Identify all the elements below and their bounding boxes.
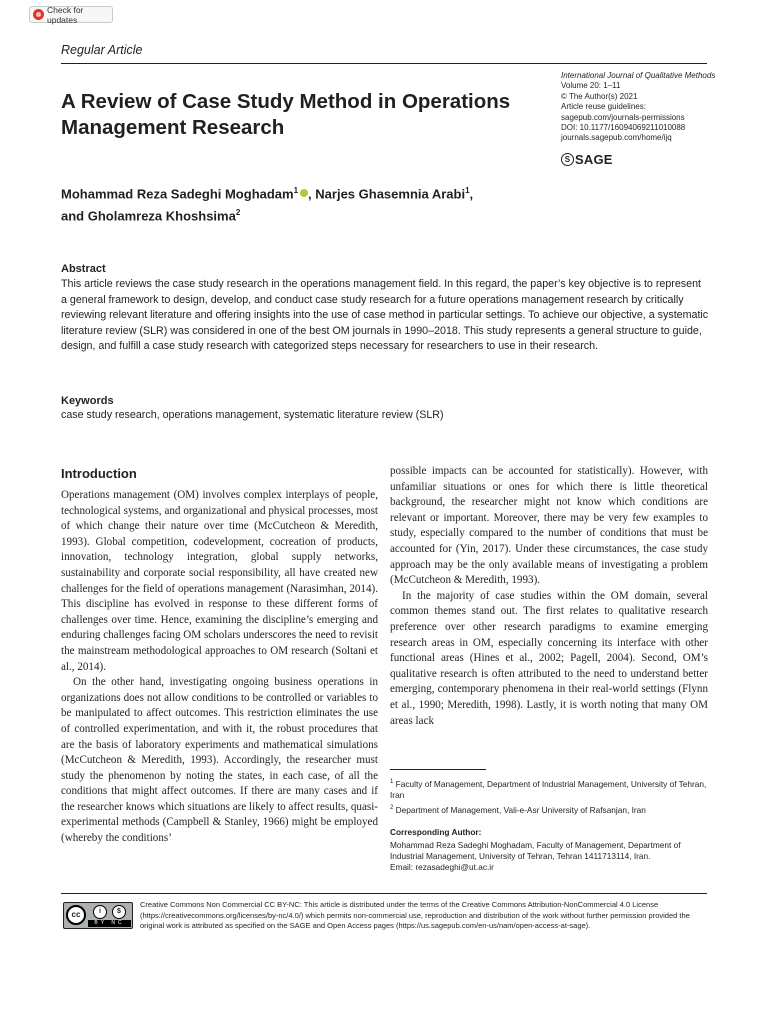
paper-title: A Review of Case Study Method in Operations Management Research [61, 90, 511, 139]
reuse-guidelines-link[interactable]: sagepub.com/journals-permissions [561, 112, 685, 122]
noncommercial-icon: $ [112, 905, 126, 919]
attribution-icon: i [93, 905, 107, 919]
affiliation-marker: 1 [293, 186, 299, 195]
affiliation-footnotes [390, 777, 710, 818]
doi-link[interactable]: DOI: 10.1177/16094069211010088 [561, 123, 686, 133]
corresponding-author-details [390, 840, 710, 873]
footnote-item: $^2$ Department of Management, Vali-e-Asr University of Rafsanjan, Iran [390, 804, 646, 815]
footnote-item: $^1$ Faculty of Management, Department of Industrial Management, University of Tehran, Iran [390, 778, 707, 800]
journal-metadata [561, 71, 721, 144]
sage-logo: S SAGE [561, 152, 613, 167]
article-type: Regular Article [61, 43, 143, 57]
creative-commons-icon: cc [66, 905, 86, 925]
license-text: Creative Commons Non Commercial CC BY-NC: This article is distributed under the terms of the Creative Commons Attribution-NonCommercial 4.0 License (https://creativecommons.org/licenses/by-nc/4.0/) which permits non-commercial use, reproduction and distribution of the work without further permission provided the original work is attributed as specified on the SAGE and Open Access pages (https://us.sagepub.com/en-us/nam/open-access-at-sage). [140, 900, 690, 930]
body-column-left [61, 488, 378, 847]
body-paragraph: Operations management (OM) involves complex interplays of people, technological systems, and organizational and physical processes, most of which change their nature over time (McCutcheon & Meredith, 1993). Global competition, codevelopment, cocreation of products, innovation, technology integration, global supply networks, sustainability and corporate social responsibility, all have created new challenges for the field of operations management (Narasimhan, 2014). This discipline has evolved in response to these different forms of challenges over time. Hence, examining the discipline’s emerging and enduring challenges facing OM scholars underscores the need to revisit the mainstream methodological approaches to OM research (Soltani et al., 2014). [61, 489, 378, 673]
body-paragraph: possible impacts can be accounted for statistically). However, with unfamiliar situations or ones for which there is little theoretical background, the researcher might not know which conditions are relevant or important. Moreover, there may be very few examples to study, especially compared to the number of conditions that must be accounted for (Yin, 2017). Under these circumstances, the case study approach may be the only available means of investigating a problem (McCutcheon & Meredith, 1993). [390, 465, 708, 587]
author-name: Narjes Ghasemnia Arabi [315, 186, 466, 202]
license-divider [61, 893, 707, 894]
corresponding-author-email[interactable]: Email: rezasadeghi@ut.ac.ir [390, 862, 494, 872]
corresponding-author-address: Mohammad Reza Sadeghi Moghadam, Faculty of Management, Department of Industrial Management, University of Tehran, Tehran 1411713114, Iran. [390, 840, 681, 861]
journal-volume: Volume 20: 1–11 [561, 81, 621, 91]
journal-copyright: © The Author(s) 2021 [561, 91, 638, 101]
author-name: Mohammad Reza Sadeghi Moghadam [61, 186, 294, 202]
author-name: Gholamreza Khoshsima [87, 208, 236, 224]
check-for-updates-button[interactable] [29, 6, 113, 23]
affiliation-marker: 2 [235, 208, 241, 218]
author-list: Mohammad Reza Sadeghi Moghadam$^1$ , Narjes Ghasemnia Arabi$^1$, and Gholamreza Khoshsima$^2$ [61, 186, 474, 224]
cc-by-nc-logo[interactable] [63, 902, 133, 929]
affiliation-marker: 1 [465, 186, 470, 195]
body-column-right [390, 464, 708, 729]
introduction-heading: Introduction [61, 466, 137, 481]
keywords-heading: Keywords [61, 395, 114, 407]
body-paragraph: On the other hand, investigating ongoing business operations in organizations does not allow conditions to be controlled or variables to be manipulated to affect outcomes. This restriction eliminates the use of controlled experimentation, and with it, the robust procedures that are the basis of laboratory experiments and mathematical simulations (McCutcheon & Meredith, 1993). Accordingly, the researcher must study the phenomenon by noting the states, in each case, of all the conditions that might affect outcomes. If there are many cases and if the researcher knows which situations are likely to affect results, quasi-experimental methods (Campbell & Stanley, 1966) might be employed (whereby the conditions’ [61, 676, 378, 845]
header-divider [61, 63, 707, 64]
footnote-divider [390, 769, 486, 770]
journal-home-link[interactable]: journals.sagepub.com/home/ijq [561, 133, 672, 143]
orcid-icon[interactable] [300, 189, 308, 197]
corresponding-author-heading: Corresponding Author: [390, 827, 482, 837]
check-for-updates-label: Check for updates [47, 4, 84, 25]
keywords-text: case study research, operations management, systematic literature review (SLR) [61, 409, 444, 421]
journal-name: International Journal of Qualitative Methods [561, 71, 716, 80]
crossmark-icon [33, 9, 44, 20]
sage-logo-icon: S [561, 153, 574, 166]
body-paragraph: In the majority of case studies within the OM domain, several common themes stand out. The first relates to qualitative research preference over other research paradigms to examine emerging research areas in OM, especially concerning its interface with other functional areas (Hines et al., 2002; Pagell, 2004). Second, OM’s qualitative research is often attributed to the need to understand better emerging, contemporary phenomena in their real-world settings (Flynn et al., 1990; Meredith, 1998). Lastly, it is worth noting that many OM areas lack [390, 589, 708, 727]
abstract-text: This article reviews the case study research in the operations management field. In this regard, the paper’s key objective is to represent a general framework to design, develop, and conduct case study research for a future operations management research by critically reviewing relevant literature and offering insights into the use of case method in particular settings. To achieve our objective, a systematic literature review (SLR) was considered in one of the best OM journals in 1990–2018. This study represents a general structure to guide, design, and fulfill a case study research with categorized steps necessary for researchers to use in their research. [61, 278, 709, 353]
reuse-guidelines-label: Article reuse guidelines: [561, 102, 646, 112]
abstract-heading: Abstract [61, 263, 106, 275]
license-badge-strip: BY NC [88, 920, 131, 927]
